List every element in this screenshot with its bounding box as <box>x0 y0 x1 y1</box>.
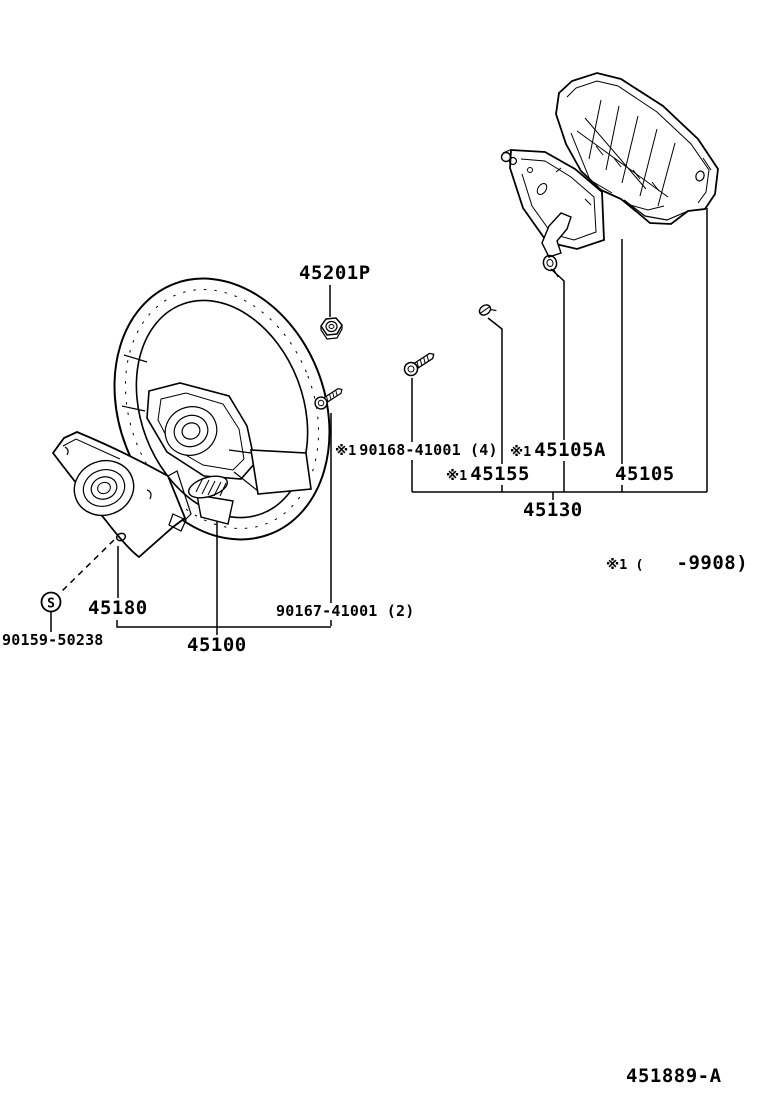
part-number: 45105 <box>615 463 675 485</box>
part-number: 90168-41001 (4) <box>359 441 498 459</box>
s-mark-icon <box>42 593 61 612</box>
callout-wheel-set-screw <box>274 603 416 620</box>
callout-wheel-lower-cover <box>86 598 150 619</box>
part-number: 90167-41001 (2) <box>276 602 415 620</box>
callout-cover-upper-no2 <box>508 440 608 461</box>
part-number: 90159-50238 <box>2 631 104 649</box>
grommet-drawing <box>542 254 558 277</box>
nut-drawing <box>321 318 342 339</box>
figure-code <box>624 1066 724 1087</box>
svg-text:S: S <box>47 596 55 612</box>
part-number: 45100 <box>187 634 247 656</box>
callout-steering-wheel-assy <box>185 635 249 656</box>
note-mark: ※1 <box>446 468 468 484</box>
callout-column-cover-assy <box>521 500 585 521</box>
note-mark: ※1 <box>510 444 532 460</box>
callout-cover-upper <box>613 464 677 485</box>
note-range: -9908) <box>676 552 749 574</box>
screw-drawing-90168 <box>402 349 437 378</box>
screw-drawing-90167 <box>313 384 345 411</box>
callout-cover-lower-no2 <box>444 464 532 485</box>
callout-screw-cover <box>333 442 500 460</box>
part-number: 45130 <box>523 499 583 521</box>
part-number: 45105A <box>534 439 606 461</box>
part-number: 45180 <box>88 597 148 619</box>
callout-nut-cap <box>297 263 373 284</box>
note-mark: ※1 ( <box>606 557 644 573</box>
figure-code-text: 451889-A <box>626 1065 722 1087</box>
part-number: 45155 <box>470 463 530 485</box>
callout-tapping-screw <box>0 632 106 649</box>
clip-drawing <box>478 301 497 319</box>
part-number: 45201P <box>299 262 371 284</box>
note-mark: ※1 <box>335 443 357 459</box>
production-note <box>604 553 750 574</box>
